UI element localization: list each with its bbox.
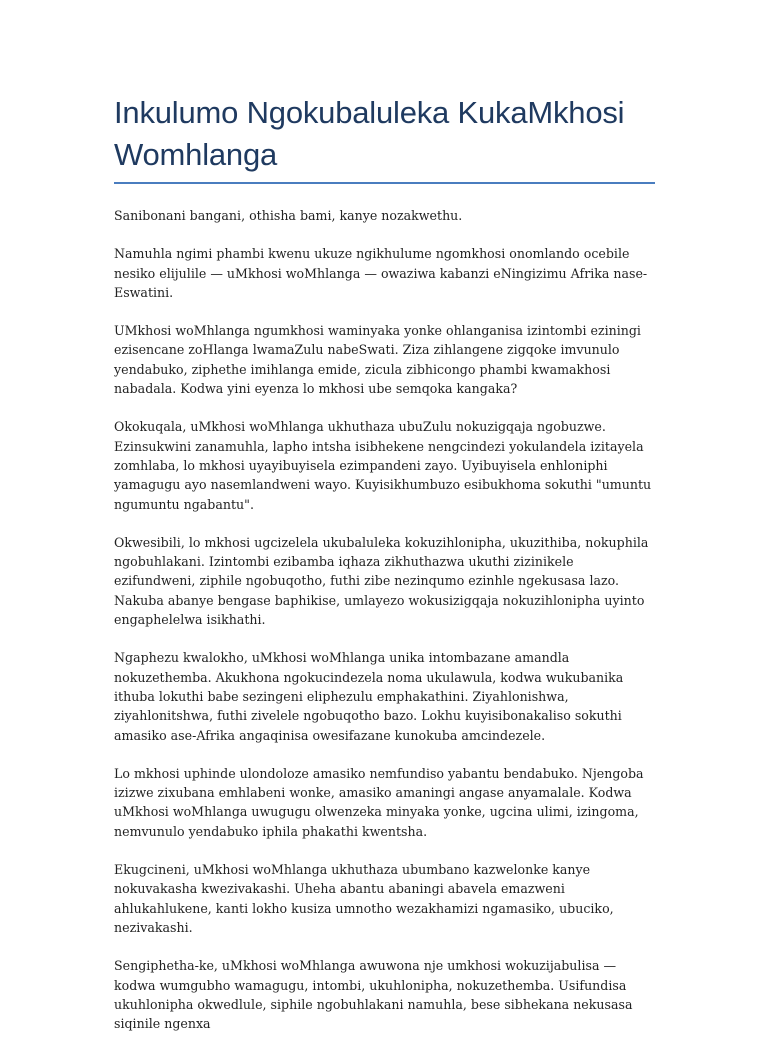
document-title: Inkulumo Ngokubaluleka KukaMkhosi Womhlanga [114, 95, 625, 172]
paragraph-first-point: Okokuqala, uMkhosi woMhlanga ukhuthaza ubuZulu nokuzigqaja ngobuzwe. Ezinsukwini zanamuhla, lapho intsha isibhekene nengcindezi yokulandela izitayela zomhlaba, lo mkhosi uyayibuyisela ezimpandeni zayo. Uyibuyisela enhloniphi yamagugu ayo nasemlandweni wayo. Kuyisikhumbuzo esibukhoma sokuthi "umuntu ngumuntu ngabantu". [114, 419, 652, 512]
paragraph-greeting: Sanibonani bangani, othisha bami, kanye nozakwethu. [114, 208, 463, 223]
paragraph-description: UMkhosi woMhlanga ngumkhosi waminyaka yonke ohlanganisa izintombi eziningi ezisencane zoHlanga lwamaZulu nabeSwati. Ziza zihlangene zigqoke imvunulo yendabuko, ziphethe imihlanga emide, zicula zibhicongo phambi kwamakhosi nabadala. Kodwa yini eyenza lo mkhosi ube semqoka kangaka? [114, 323, 641, 397]
paragraph-second-point: Okwesibili, lo mkhosi ugcizelela ukubaluleka kokuzihlonipha, ukuzithiba, nokuphila ngobuhlakani. Izintombi ezibamba iqhaza zikhuthazwa ukuthi zizinikele ezifundweni, ziphile ngobuqotho, futhi zibe nezinqumo ezinhle ngekusasa lazo. Nakuba abanye bengase baphikise, umlayezo wokusizigqaja nokuzihlonipha uyinto engaphelelwa isikhathi. [114, 534, 649, 628]
document-page [114, 92, 656, 1052]
title-underline [114, 182, 655, 184]
paragraph-introduction: Namuhla ngimi phambi kwenu ukuze ngikhulume ngomkhosi onomlando ocebile nesiko elijulile — uMkhosi woMhlanga — owaziwa kabanzi eNingizimu Afrika nase-Eswatini. [114, 246, 648, 300]
paragraph-empowerment: Ngaphezu kwalokho, uMkhosi woMhlanga unika intombazane amandla nokuzethemba. Akukhona ngokucindezela noma ukulawula, kodwa wukubanika ithuba lokuthi babe sezingeni eliphezulu emphakathini. Ziyahlonishwa, ziyahlonitshwa, futhi zivelele ngobuqotho bazo. Lokhu kuyisibonakaliso sokuthi amasiko ase-Afrika angaqinisa owesifazane kunokuba amcindezele. [114, 650, 624, 743]
paragraph-conclusion: Sengiphetha-ke, uMkhosi woMhlanga awuwona nje umkhosi wokuzijabulisa — kodwa wumgubho wamagugu, intombi, ukuhlonipha, nokuzethemba. Usifundisa ukuhlonipha okwedlule, siphile ngobuhlakani namuhla, bese sibhekana nekusasa siqinile ngenxa [114, 958, 633, 1032]
paragraph-unity: Ekugcineni, uMkhosi woMhlanga ukhuthaza ubumbano kazwelonke kanye nokuvakasha kwezivakashi. Uheha abantu abaningi abavela emazweni ahlukahlukene, kanti lokho kusiza umnotho wezakhamizi ngamasiko, ubuciko, nezivakashi. [114, 862, 614, 935]
paragraph-preservation: Lo mkhosi uphinde ulondoloze amasiko nemfundiso yabantu bendabuko. Njengoba izizwe zixubana emhlabeni wonke, amasiko amaningi angase anyamalale. Kodwa uMkhosi woMhlanga uwugugu olwenzeka minyaka yonke, ugcina ulimi, izingoma, nemvunulo yendabuko iphila phakathi kwentsha. [114, 765, 644, 839]
